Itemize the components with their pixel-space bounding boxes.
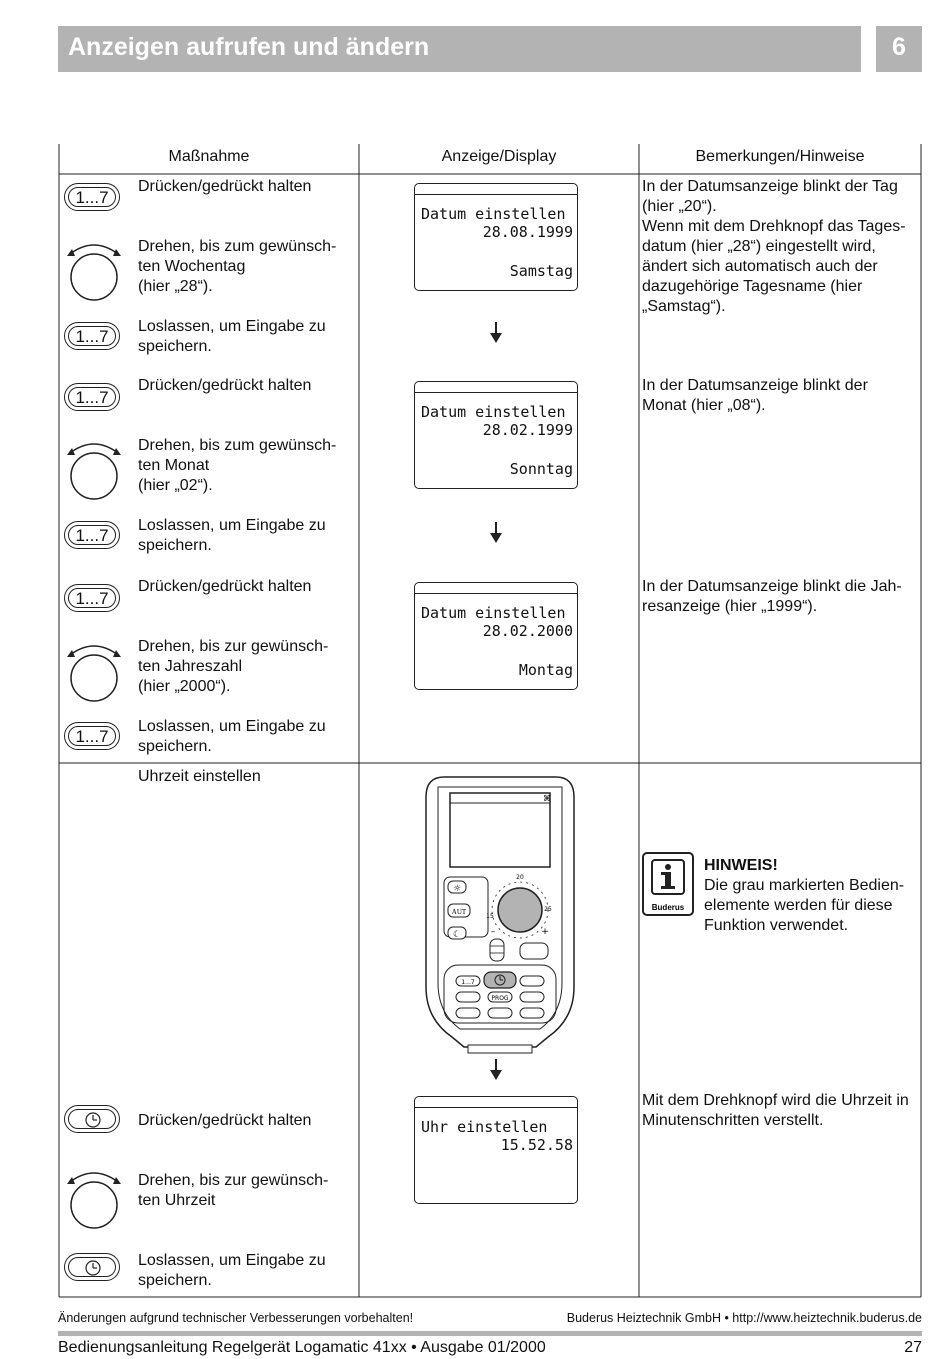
lcd-line-2: 28.08.1999 bbox=[482, 223, 573, 241]
rotary-knob-icon bbox=[64, 431, 124, 501]
brand-label: Buderus bbox=[651, 903, 685, 912]
clock-key-button bbox=[64, 1105, 120, 1133]
clock-icon bbox=[69, 1110, 117, 1130]
arrow-down-icon bbox=[489, 522, 503, 544]
lcd-line-2: 28.02.2000 bbox=[482, 622, 573, 640]
arrow-down-icon bbox=[489, 322, 503, 344]
day-key-label: 1...7 bbox=[68, 387, 116, 407]
step-press: Drücken/gedrückt halten bbox=[138, 178, 312, 195]
day-key-button bbox=[64, 183, 120, 211]
svg-text:☾: ☾ bbox=[452, 930, 462, 940]
lcd-line-1: Datum einstellen bbox=[421, 205, 566, 223]
lcd-display bbox=[414, 381, 578, 489]
page-number: 27 bbox=[904, 1339, 922, 1356]
day-key-label: 1...7 bbox=[68, 588, 116, 608]
column-header-notes: Bemerkungen/Hinweise bbox=[695, 148, 865, 165]
step-rotate: Drehen, bis zur gewünsch- ten Uhrzeit bbox=[138, 1172, 329, 1209]
step-rotate: Drehen, bis zum gewünsch- ten Wochentag (hier „28“). bbox=[138, 238, 337, 295]
column-header-action: Maßnahme bbox=[168, 148, 250, 165]
day-key-button bbox=[64, 521, 120, 549]
lcd-line-3: Montag bbox=[518, 661, 573, 679]
day-key-label: 1...7 bbox=[68, 326, 116, 346]
footer-company: Buderus Heiztechnik GmbH • http://www.heiztechnik.buderus.de bbox=[566, 1311, 922, 1325]
chapter-number: 6 bbox=[892, 33, 906, 61]
page-title: Anzeigen aufrufen und ändern bbox=[68, 33, 430, 61]
lcd-display bbox=[414, 183, 578, 291]
device-scale-25: 25 bbox=[544, 906, 552, 913]
footer-disclaimer: Änderungen aufgrund technischer Verbesserungen vorbehalten! bbox=[58, 1311, 414, 1325]
footer-divider bbox=[58, 1331, 922, 1336]
info-icon bbox=[642, 852, 694, 916]
step-release: Loslassen, um Eingabe zu speichern. bbox=[138, 517, 326, 554]
device-scale-20: 20 bbox=[516, 874, 524, 881]
rotary-knob-icon bbox=[64, 232, 124, 302]
hint-title: HINWEIS! bbox=[704, 857, 778, 874]
chapter-number-box bbox=[876, 26, 922, 72]
day-key-label: 1...7 bbox=[68, 187, 116, 207]
lcd-display bbox=[414, 582, 578, 690]
lcd-line-3: Sonntag bbox=[509, 460, 573, 478]
lcd-display bbox=[414, 1096, 578, 1204]
step-rotate: Drehen, bis zur gewünsch- ten Jahreszahl (hier „2000“). bbox=[138, 638, 329, 695]
chapter-header bbox=[58, 26, 861, 72]
column-header-display: Anzeige/Display bbox=[441, 148, 557, 165]
clock-key-inner bbox=[68, 1257, 116, 1277]
step-press: Drücken/gedrückt halten bbox=[138, 578, 312, 595]
svg-text:⌘: ⌘ bbox=[543, 794, 551, 803]
step-release: Loslassen, um Eingabe zu speichern. bbox=[138, 1252, 326, 1289]
device-aut-label: AUT bbox=[451, 908, 467, 916]
day-key-label: 1...7 bbox=[68, 525, 116, 545]
device-key17-label: 1...7 bbox=[461, 979, 475, 986]
device-scale-15: 15 bbox=[486, 913, 494, 920]
svg-text:☼: ☼ bbox=[452, 884, 462, 894]
step-press: Drücken/gedrückt halten bbox=[138, 377, 312, 394]
lcd-line-1: Uhr einstellen bbox=[421, 1118, 548, 1136]
lcd-line-1: Datum einstellen bbox=[421, 403, 566, 421]
device-minus: – bbox=[490, 927, 496, 937]
lcd-line-2: 15.52.58 bbox=[500, 1136, 573, 1154]
note-text: In der Datumsanzeige blinkt die Jah- resanzeige (hier „1999“). bbox=[642, 578, 902, 615]
clock-key-button bbox=[64, 1253, 120, 1281]
note-text: In der Datumsanzeige blinkt der Monat (hier „08“). bbox=[642, 377, 868, 414]
step-rotate: Drehen, bis zum gewünsch- ten Monat (hier „02“). bbox=[138, 437, 337, 494]
device-plus: + bbox=[541, 927, 549, 937]
note-text: Mit dem Drehknopf wird die Uhrzeit in Minutenschritten verstellt. bbox=[642, 1092, 909, 1129]
clock-key-inner bbox=[68, 1109, 116, 1129]
controller-device-illustration bbox=[424, 773, 576, 1055]
section-heading-time: Uhrzeit einstellen bbox=[138, 768, 261, 785]
clock-icon bbox=[69, 1258, 117, 1278]
step-press: Drücken/gedrückt halten bbox=[138, 1112, 312, 1129]
step-release: Loslassen, um Eingabe zu speichern. bbox=[138, 318, 326, 355]
day-key-button bbox=[64, 584, 120, 612]
day-key-label: 1...7 bbox=[68, 726, 116, 746]
lcd-line-3: Samstag bbox=[509, 262, 573, 280]
device-prog-label: PROG bbox=[491, 995, 509, 1002]
footer-document-title: Bedienungsanleitung Regelgerät Logamatic 41xx • Ausgabe 01/2000 bbox=[58, 1339, 546, 1356]
arrow-down-icon bbox=[489, 1059, 503, 1081]
rotary-knob-icon bbox=[64, 1160, 124, 1230]
day-key-button bbox=[64, 722, 120, 750]
lcd-line-2: 28.02.1999 bbox=[482, 421, 573, 439]
step-release: Loslassen, um Eingabe zu speichern. bbox=[138, 718, 326, 755]
rotary-knob-icon bbox=[64, 633, 124, 703]
day-key-button bbox=[64, 383, 120, 411]
day-key-button bbox=[64, 322, 120, 350]
lcd-line-1: Datum einstellen bbox=[421, 604, 566, 622]
hint-text: Die grau markierten Bedien- elemente werden für diese Funktion verwendet. bbox=[704, 877, 905, 934]
note-text: In der Datumsanzeige blinkt der Tag (hier „20“). Wenn mit dem Drehknopf das Tages- datum (hier „28“) eingestellt wird, ändert sich automatisch auch der dazugehörige Tagesname (hier „Samstag“). bbox=[642, 178, 906, 315]
